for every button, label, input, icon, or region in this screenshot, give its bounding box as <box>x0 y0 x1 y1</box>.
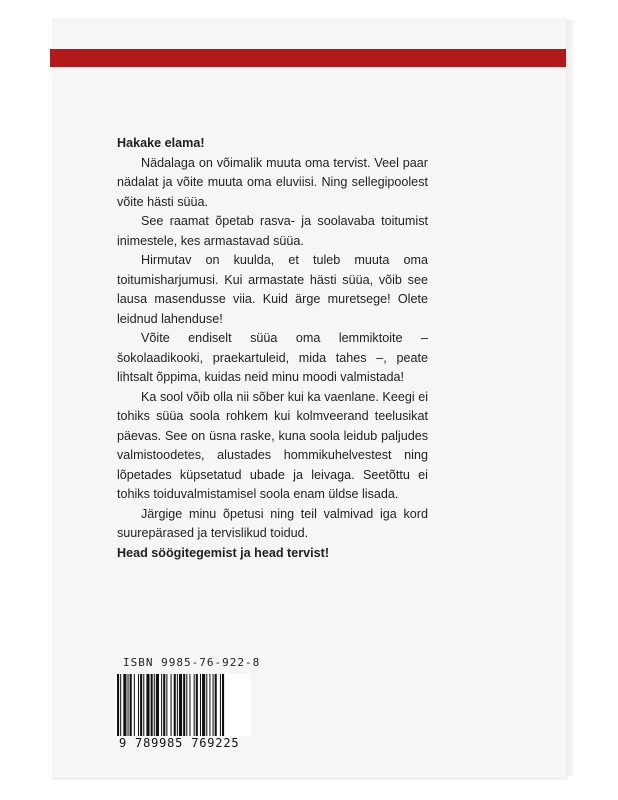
isbn-label: ISBN 9985-76-922-8 <box>123 656 261 669</box>
barcode-bar <box>130 674 132 736</box>
red-accent-band <box>50 49 566 67</box>
blurb-heading: Hakake elama! <box>117 136 205 150</box>
barcode-bar <box>194 674 195 736</box>
blurb-closing: Head söögitegemist ja head tervist! <box>117 545 330 560</box>
barcode-bar <box>222 674 224 736</box>
barcode-bar <box>156 674 159 736</box>
barcode-bar <box>161 674 162 736</box>
barcode-bar <box>200 674 201 736</box>
barcode-bar <box>163 674 165 736</box>
barcode-bar <box>174 674 176 736</box>
barcode-bar <box>183 674 185 736</box>
blurb-paragraph: Järgige minu õpetusi ning teil valmivad iga kord suurepärased ja tervislikud toidud. <box>117 506 428 540</box>
blurb-paragraph: Ka sool võib olla nii sõber kui ka vaenlane. Keegi ei tohiks süüa soola rohkem kui kolmveerand teelusikat päevas. See on üsna raske, kuna soola leidub paljudes valmistoodetes, alustades hommikuhelvestest ning lõpetades küpsetatud ubade ja leivaga. Seetõttu ei tohiks toiduvalmistamisel soola enam üldse lisada. <box>117 389 428 501</box>
barcode-bar <box>215 674 217 736</box>
barcode-bar <box>143 674 144 736</box>
barcode-bar <box>196 674 198 736</box>
barcode-bar <box>154 674 155 736</box>
barcode-bar <box>186 674 187 736</box>
barcode-bar <box>177 674 178 736</box>
barcode-bar <box>179 674 182 736</box>
blurb-paragraph: See raamat õpetab rasva- ja soolavaba toitumist inimestele, kes armastavad süüa. <box>117 214 428 248</box>
barcode-bar <box>171 674 172 736</box>
barcode-bar <box>140 674 142 736</box>
barcode-image <box>115 674 251 736</box>
blurb-text <box>117 134 428 563</box>
spine-edge <box>566 20 574 776</box>
blurb-paragraph: Hirmutav on kuulda, et tuleb muuta oma toitumisharjumusi. Kui armastate hästi süüa, võib see lausa masendusse viia. Kuid ärge muretsege! Olete leidnud lahenduse! <box>117 253 428 326</box>
barcode-bar <box>117 674 119 736</box>
barcode-bar <box>220 674 221 736</box>
barcode-bar <box>120 674 121 736</box>
barcode-bar <box>151 674 153 736</box>
barcode-bar <box>128 674 129 736</box>
barcode-bar <box>166 674 167 736</box>
barcode-bar <box>209 674 210 736</box>
barcode-digits: 9 789985 769225 <box>119 736 240 750</box>
barcode-bar <box>189 674 190 736</box>
barcode-bar <box>202 674 205 736</box>
barcode-bar <box>206 674 207 736</box>
barcode-bar <box>213 674 214 736</box>
barcode-bar <box>123 674 126 736</box>
barcode-bar <box>134 674 135 736</box>
barcode-bar <box>146 674 149 736</box>
barcode-bar <box>138 674 139 736</box>
blurb-paragraph: Nädalaga on võimalik muuta oma tervist. Veel paar nädalat ja võite muuta oma eluviisi. Ning sellegipoolest võite hästi süüa. <box>117 155 428 209</box>
blurb-paragraph: Võite endiselt süüa oma lemmiktoite – šokolaadikooki, praekartuleid, mida tahes –, peate lihtsalt õppima, kuidas neid minu moodi valmistada! <box>117 331 428 384</box>
